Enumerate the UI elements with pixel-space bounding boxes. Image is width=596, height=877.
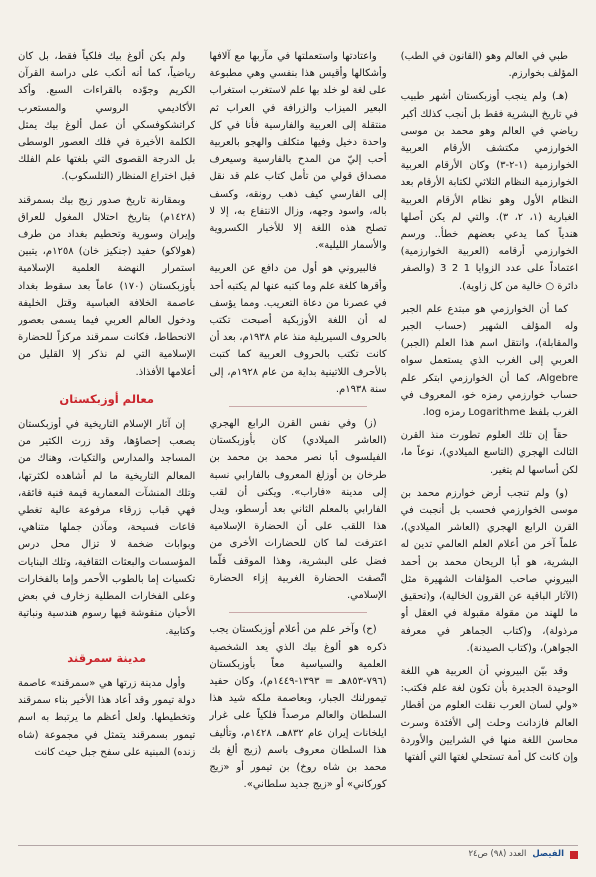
section-divider	[229, 612, 366, 613]
paragraph: وأول مدينة زرتها هي «سمرقند» عاصمة دولة تيمور وقد أعاد هذا الأخير بناء سمرقند وتخطيطها. ولعل أعظم ما يرتبط به اسم تيمور بسمرقند يتمثل في مجموعة (شاه زنده) المبنية على سفح جبل حيث كانت	[18, 677, 196, 758]
paragraph: (هـ) ولم ينجب أوزبكستان أشهر طبيب في تاريخ البشرية فقط بل أنجب كذلك أكبر رياضي في العالم وهو محمد بن موسى الخوارزمي مكتشف الأرقام العربية الخوارزمية (١-٢-٣) وكان الأرقام العربية الخوارزمية النظام الثلاثي لكتابة الأرقام بعد النظام الأول وهو نظام الأرقام العربية الغبارية (١، ٢، ٣). والتي لم يكن أصلها هندياً كما يدعي بعضهم خطأ.. ورسم الخوارزمي أرقامه (العربية الخوارزمية) اعتماداً على عدد الزوايا 1 2 3 (والصفر دائرة ○ خالية من كل زاوية).	[400, 91, 578, 292]
paragraph: طبي في العالم وهو (القانون في الطب) المؤلف بخوارزم.	[400, 51, 578, 80]
issue-page: العدد (٩٨) ص٢٤	[468, 849, 527, 859]
section-divider	[229, 406, 366, 407]
paragraph: إن آثار الإسلام التاريخية في أوزبكستان يصعب إحصاؤها، وقد زرت الكثير من المساجد والمدارس والتكيات، وهناك من المعالم التاريخية ما لم أشاهده لكثرتها، وتلك المنشآت المعمارية قيمة فنية فائقة، فهي قباب زرقاء مرفوعة عالية تغطي قاعات فسيحة، ومآذن جملها متناهي، وبوابات ضخمة لا تزال محل درس المؤسسات والبعثات الثقافية، وتلك البنايات تكسيات إما بالطوب الأحمر وإما بالفخارات وعلى الفخارات المطلية زخارف في بعض الأحيان منقوشة فيها رسوم هندسية ونباتية وكتابية.	[18, 419, 196, 637]
footer-accent	[570, 851, 578, 859]
paragraph: وبمقارنة تاريخ صدور زيج بيك بسمرقند (١٤٢٨م) بتاريخ احتلال المغول للعراق وإيران وسورية وتحطيم بغداد من طرف (هولاكو) حفيد (جنكيز خان) ١٢٥٨م، يتبين استمرار النهضة العلمية الإسلامية بأوزبكستان (١٧٠) عاماً بعد سقوط بغداد عاصمة الخلافة العباسية وقتل الخليفة ودخول العالم العربي فيما يسمى بعصور الانحطاط، فكانت سمرقند مركزاً للحضارة الإسلامية التي لم نذكر إلا القليل من أعلامها الأفذاذ.	[18, 194, 196, 378]
paragraph: (ح) وآخر علم من أعلام أوزبكستان يجب ذكره هو ألوغ بيك الذي يعد الشخصية العلمية والسياسية معاً بأوزبكستان (٧٩٦-٨٥٣هـ = ١٣٩٣-١٤٤٩م)، وكان حفيد تيمورلنك الجبار، وبعاصمة ملكه شيد هذا السلطان والعالم مرصداً فلكياً على غرار ايلخانات إيران عام ٨٣٢هـ، ١٤٢٨م، وتأليف هذا السلطان معروف باسم (زيج ألغ بك محمد بن شاه روخ) بن تيمور أو «زيج كوركاني» أو «زيج جديد سلطاني».	[209, 624, 387, 791]
section-heading: معالم أوزبكستان	[59, 391, 154, 406]
column-left	[18, 48, 195, 838]
paragraph: وقد بيّن البيروني أن العربية هي اللغة الوحيدة الجديرة بأن تكون لغة علم فكتب: «ولي لسان العرب نقلت العلوم من أقطار العالم فازدانت وحلت إلى الأفئدة وسرت محاسن اللغة منها في الشرايين والأوردة وإن كانت كل أمة تستحلي لغتها التي ألفتها	[400, 665, 578, 763]
paragraph: (ز) وفي نفس القرن الرابع الهجري (العاشر الميلادي) كان بأوزبكستان الفيلسوف أبا نصر محمد بن محمد بن طرخان بن أوزلغ المعروف بالفارابي نسبة إلى مدينة «فاراب». ويكنى أن لقب الفارابي بالمعلم الثاني بعد أرسطو، ويدل هذا اللقب على أن الحضارة الإسلامية اعترفت لما كان للحضارات الأخرى من فضل على البشرية، وهذا الموقف قلّما اتّصفت الحضارة الغربية إزاء الحضارة الإسلامي.	[209, 418, 387, 602]
article-body	[18, 48, 578, 838]
paragraph: حقاً إن تلك العلوم تطورت منذ القرن الثالث الهجري (التاسع الميلادي)، نوعاً ما، لكن أساسها لم يتغير.	[400, 430, 578, 476]
column-right	[401, 48, 578, 838]
magazine-name: الفيصل	[532, 849, 564, 859]
paragraph: ولم يكن ألوغ بيك فلكياً فقط، بل كان رياضياً، كما أنه أنكب على دراسة القرآن الكريم وجوّده بالقراءات السبع. وأكد الأكاديمي الروسي والمستعرب كراتشكوفسكي أن عمل ألوغ بيك يمثل الكلمة الأخيرة في فلك العصور الوسطى بل الدرجة القصوى التي بلغتها علم الفلك قبل اختراع المنظار (التلسكوب).	[18, 51, 196, 183]
paragraph: واعتادتها واستعملتها في مآربها مع آلافها وأشكالها وأقيس هذا بنفسي وهي مطبوعة على لغة لو خلد بها علم لاستغرب استغراب البعير الميزاب والزرافة في العراب ثم منتقلة إلى العربية والفارسية فأنا في كل واحدة دخيل وفيها متكلف والهجو بالعربية أحب إليّ من المدح بالفارسية وسيعرف مصداق قولي من تأمل كتاب علم قد نقل إلى الفارسي كيف ذهب رونقه، وكسف باله، واسود وجهه، وزال الانتفاع به، إلا لا تصلح هذه اللغة إلا للأخبار الكسروية والأسمار الليلية».	[209, 51, 387, 252]
column-middle	[209, 48, 386, 838]
page-footer	[18, 845, 578, 859]
paragraph: فالبيروني هو أول من دافع عن العربية وأقرها كلغة علم وما كتبه عنها لم يكتبه أحد في عصرنا من دعاة التعريب. ومما يؤسف له أن اللغة الأوزبكية أصبحت تكتب بالحروف السيريلية منذ عام ١٩٣٨م، بعد أن كانت تكتب بالحروف العربية كما كتبت بالأحرف اللاتينية بداية من عام ١٩٢٨م، إلى سنة ١٩٣٨م.	[209, 263, 387, 395]
paragraph: كما أن الخوارزمي هو مبتدع علم الجبر وله المؤلف الشهير (حساب الجبر والمقابلة)، وانتقل اسم هذا العلم (الجبر) العربي إلى الغرب الذي يستعمل سواه Algebre، كما أن الخوارزمي ابتكر علم حساب خوارزمي رمزه خو، المعروف في الغرب بلفظ Logarithme رمزه log.	[400, 303, 578, 419]
section-heading: مدينة سمرقند	[67, 650, 147, 665]
paragraph: (و) ولم تنجب أرض خوارزم محمد بن موسى الخوارزمي فحسب بل أنجبت في القرن الرابع الهجري (العاشر الميلادي)، علماً آخر من أعلام العلم العالمي تدين له البشرية، هو أبا الريحان محمد بن أحمد البيروني صاحب المؤلفات الشهيرة مثل (الآثار الباقية عن القرون الخالية)، و(تحقيق ما للهند من مقولة مقبولة في العقل أو مرذولة)، و(كتاب الجماهر في معرفة الجواهر)، و(كتاب الصيدنة).	[400, 487, 578, 654]
